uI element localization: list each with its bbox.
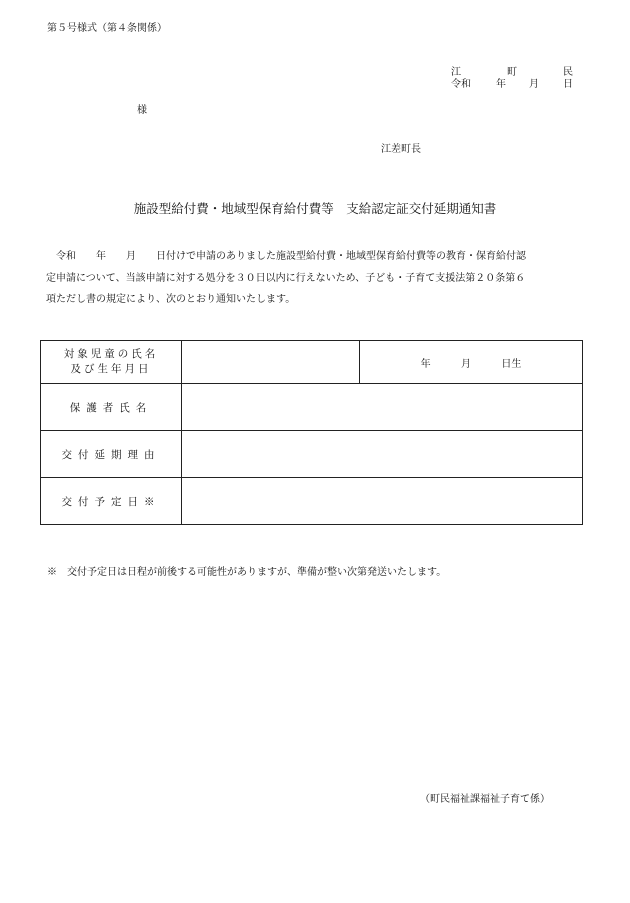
reason-row	[41, 431, 583, 478]
guardian-row	[41, 384, 583, 431]
body-text	[46, 246, 586, 311]
birth-month-label: 月	[461, 358, 471, 370]
child-name-field[interactable]	[182, 341, 360, 384]
scheduled-date-label: 交付予定日※	[41, 478, 182, 525]
reason-label: 交付延期理由	[41, 431, 182, 478]
child-label-line-2: 及び生年月日	[70, 363, 152, 375]
reason-field[interactable]	[182, 431, 583, 478]
child-label-cell	[41, 341, 182, 384]
department-footer: （町民福祉課福祉子育て係）	[420, 794, 550, 805]
date-year: 年	[496, 79, 506, 90]
child-row	[41, 341, 583, 384]
form-number: 第５号様式（第４条関係）	[47, 23, 167, 34]
address-char-1: 江	[451, 67, 461, 78]
guardian-label: 保護者氏名	[41, 384, 182, 431]
date-era: 令和	[451, 79, 471, 90]
guardian-name-field[interactable]	[182, 384, 583, 431]
birth-day-label: 日生	[501, 358, 522, 370]
birth-date-field[interactable]	[360, 341, 583, 384]
address-char-3: 民	[563, 67, 573, 78]
scheduled-date-row	[41, 478, 583, 525]
info-table	[40, 340, 583, 525]
date-month: 月	[529, 79, 539, 90]
birth-year-label: 年	[420, 358, 431, 370]
scheduled-date-field[interactable]	[182, 478, 583, 525]
footnote: ※ 交付予定日は日程が前後する可能性がありますが、準備が整い次第発送いたします。	[47, 567, 447, 578]
address-char-2: 町	[507, 67, 517, 78]
body-line-2: 定申請について、当該申請に対する処分を３０日以内に行えないため、子ども・子育て支援法第２０条第６	[46, 272, 526, 284]
date-day: 日	[563, 79, 573, 90]
addressee-suffix: 様	[137, 105, 147, 116]
document-title: 施設型給付費・地域型保育給付費等 支給認定証交付延期通知書	[133, 201, 497, 216]
date-line	[0, 80, 630, 92]
child-label-line-1: 対象児童の氏名	[63, 348, 159, 360]
body-line-1: 令和 年 月 日付けで申請のありました施設型給付費・地域型保育給付費等の教育・保育給付認	[46, 251, 526, 262]
body-line-3: 項ただし書の規定により、次のとおり通知いたします。	[46, 294, 296, 305]
sender-name: 江差町長	[381, 144, 421, 155]
